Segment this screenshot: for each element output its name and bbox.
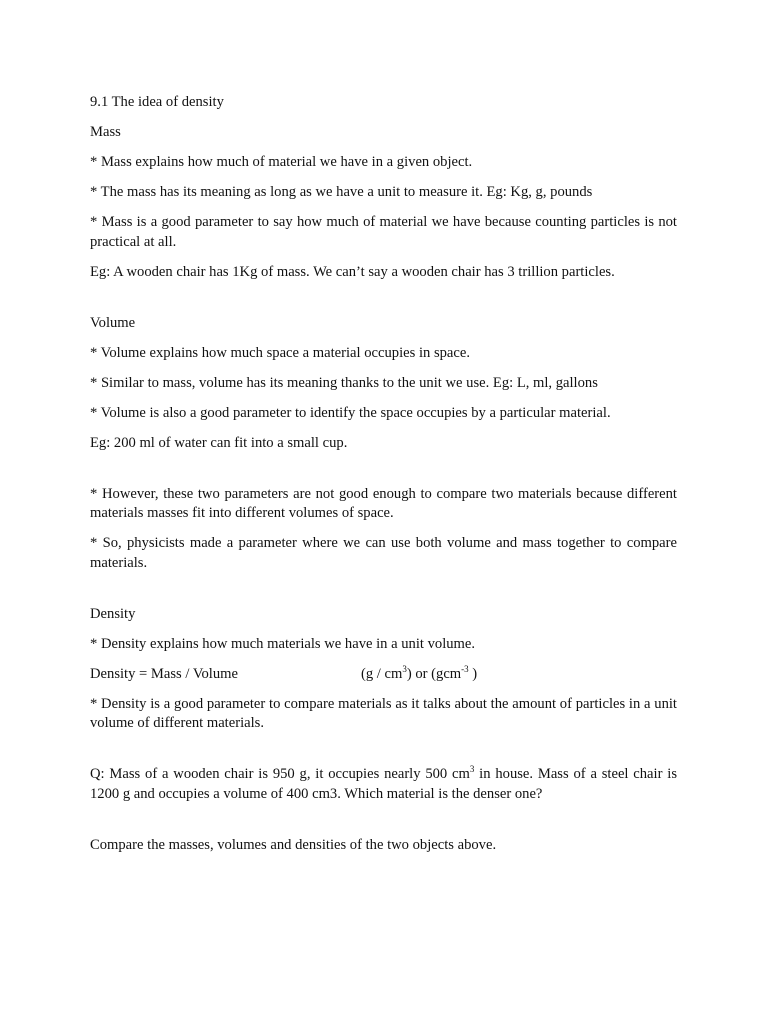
document-body xyxy=(90,93,677,866)
volume-heading: Volume xyxy=(90,314,136,331)
question-text-start: Q: Mass of a wooden chair is 950 g, it occupies nearly 500 cm xyxy=(90,766,470,782)
density-unit-end: ) xyxy=(468,665,478,682)
question-paragraph xyxy=(90,765,677,804)
density-unit-a: (g / cm xyxy=(361,665,403,682)
mass-bullet-2: * The mass has its meaning as long as we have a unit to measure it. Eg: Kg, g, pounds xyxy=(90,184,593,200)
density-unit-a-exponent: 3 xyxy=(402,663,407,674)
mass-heading: Mass xyxy=(90,124,121,140)
volume-example: Eg: 200 ml of water can fit into a small cup. xyxy=(90,434,348,451)
spacer xyxy=(90,584,677,605)
density-formula: Density = Mass / Volume xyxy=(90,665,238,682)
comparison-paragraph-1: * However, these two parameters are not good enough to compare two materials because different materials masses fit into different volumes of space. xyxy=(90,485,677,521)
spacer xyxy=(90,815,677,836)
volume-bullet-3: * Volume is also a good parameter to identify the space occupies by a particular material. xyxy=(90,404,611,421)
spacer xyxy=(90,744,677,765)
density-bullet-2: * Density is a good parameter to compare materials as it talks about the amount of particles in a unit volume of different materials. xyxy=(90,695,677,731)
question-text-end: in house. Mass of a steel chair is 1200 g and occupies a volume of 400 cm3. Which material is the denser one? xyxy=(90,766,677,802)
question-exponent: 3 xyxy=(469,764,475,775)
section-title: 9.1 The idea of density xyxy=(90,94,224,110)
volume-bullet-1: * Volume explains how much space a material occupies in space. xyxy=(90,344,470,361)
mass-example: Eg: A wooden chair has 1Kg of mass. We can’t say a wooden chair has 3 trillion particles. xyxy=(90,263,615,280)
density-bullet-1: * Density explains how much materials we have in a unit volume. xyxy=(90,635,476,652)
density-units xyxy=(361,665,477,685)
mass-bullet-3: * Mass is a good parameter to say how much of material we have because counting particles is not practical at all. xyxy=(90,214,677,250)
volume-bullet-2: * Similar to mass, volume has its meaning thanks to the unit we use. Eg: L, ml, gallons xyxy=(90,374,598,391)
density-unit-mid: ) or (gcm xyxy=(406,665,462,682)
density-unit-b-exponent: -3 xyxy=(461,663,469,674)
spacer xyxy=(90,464,677,485)
density-formula-row xyxy=(90,665,677,685)
comparison-paragraph-2: * So, physicists made a parameter where we can use both volume and mass together to compare materials. xyxy=(90,535,677,571)
density-heading: Density xyxy=(90,605,136,622)
mass-bullet-1: * Mass explains how much of material we have in a given object. xyxy=(90,154,473,170)
spacer xyxy=(90,293,677,314)
task-paragraph: Compare the masses, volumes and densities of the two objects above. xyxy=(90,836,497,853)
